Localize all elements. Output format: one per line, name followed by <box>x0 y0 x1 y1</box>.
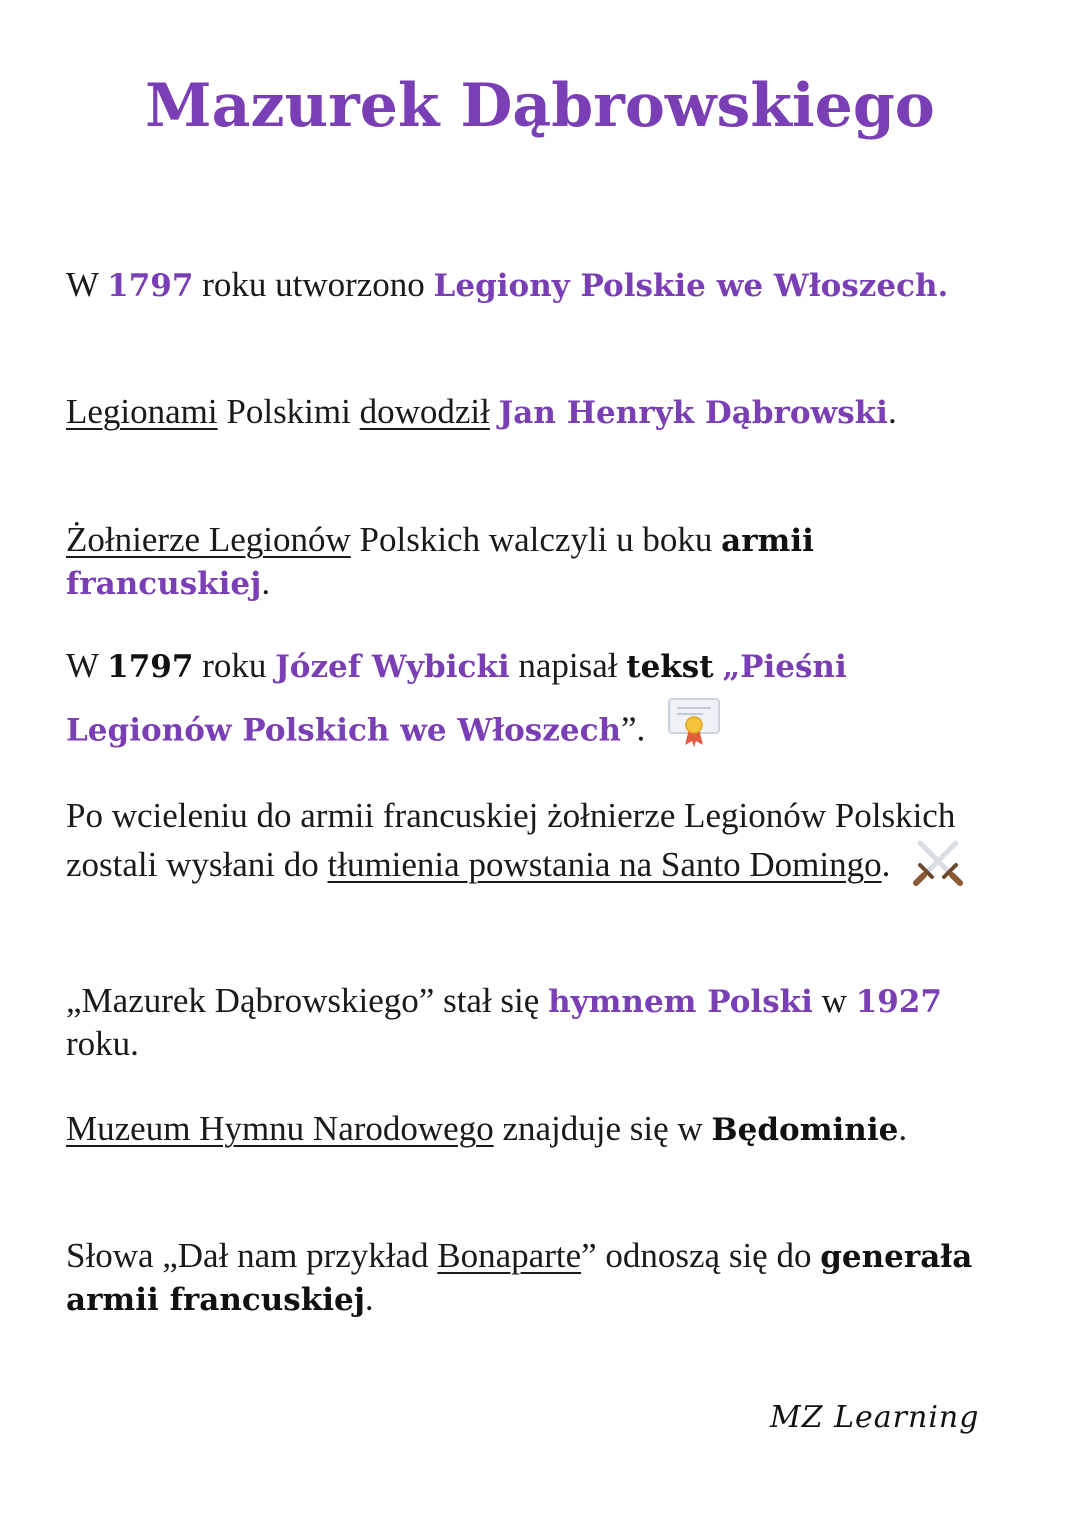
crossed-swords-icon <box>912 837 964 899</box>
french-army: francuskiej <box>66 566 262 602</box>
text: . <box>887 392 897 431</box>
bold-armii: armii <box>721 523 814 559</box>
text: ” odnoszą się do <box>581 1236 821 1275</box>
paragraph-anthem <box>66 980 1016 1065</box>
underlined-soldiers: Żołnierze Legionów <box>66 520 351 559</box>
year-1797: 1797 <box>107 649 194 685</box>
anthem-highlight: hymnem Polski <box>548 984 813 1020</box>
text: W <box>66 265 108 304</box>
text: Po wcieleniu do armii francuskiej żołnierze Legionów Polskich zostali wysłani do <box>66 796 956 885</box>
text <box>714 646 723 685</box>
text: roku. <box>66 1024 139 1063</box>
text: . <box>881 845 891 885</box>
text: . <box>898 1109 908 1148</box>
bold-general: generała armii francuskiej <box>66 1239 973 1318</box>
signature-logo: MZ Learning <box>770 1400 980 1435</box>
text: w <box>812 981 856 1020</box>
text: ”. <box>621 709 646 749</box>
paragraph-museum <box>66 1108 1016 1151</box>
paragraph-soldiers <box>66 519 1016 605</box>
text: Polskimi <box>217 392 360 431</box>
text: roku utworzono <box>193 265 434 304</box>
text: „Mazurek Dąbrowskiego” stał się <box>66 981 549 1020</box>
text: . <box>364 1279 374 1318</box>
commander-name: Jan Henryk Dąbrowski <box>498 395 888 431</box>
text: W <box>66 646 108 685</box>
underlined-dowodzil: dowodził <box>359 392 490 431</box>
bold-place: Będominie <box>711 1112 899 1148</box>
paragraph-legions-created <box>66 264 1016 307</box>
text: napisał <box>509 646 627 685</box>
page-title: Mazurek Dąbrowskiego <box>145 71 935 141</box>
author-name: Józef Wybicki <box>275 649 510 685</box>
text <box>490 392 499 431</box>
text: Polskich walczyli u boku <box>350 520 722 559</box>
paragraph-commander <box>66 391 1016 434</box>
text: znajduje się w <box>493 1109 712 1148</box>
certificate-icon <box>667 697 721 768</box>
paragraph-bonaparte <box>66 1235 1016 1321</box>
underlined-museum: Muzeum Hymnu Narodowego <box>66 1109 494 1148</box>
song-title: „Pieśni Legionów Polskich we Włoszech <box>66 649 847 749</box>
paragraph-santo-domingo <box>66 795 1016 899</box>
underlined-bonaparte: Bonaparte <box>437 1236 582 1275</box>
year-1927: 1927 <box>855 984 942 1020</box>
text: roku <box>193 646 276 685</box>
text: Słowa „Dał nam przykład <box>66 1236 438 1275</box>
underlined-suppression: tłumienia powstania na Santo Domingo <box>327 845 882 885</box>
underlined-legionami: Legionami <box>66 392 218 431</box>
legions-name: Legiony Polskie we Włoszech. <box>433 268 949 304</box>
year-1797: 1797 <box>107 268 194 304</box>
bold-tekst: tekst <box>626 649 714 685</box>
paragraph-song-text <box>66 636 1016 768</box>
text: . <box>261 563 271 602</box>
